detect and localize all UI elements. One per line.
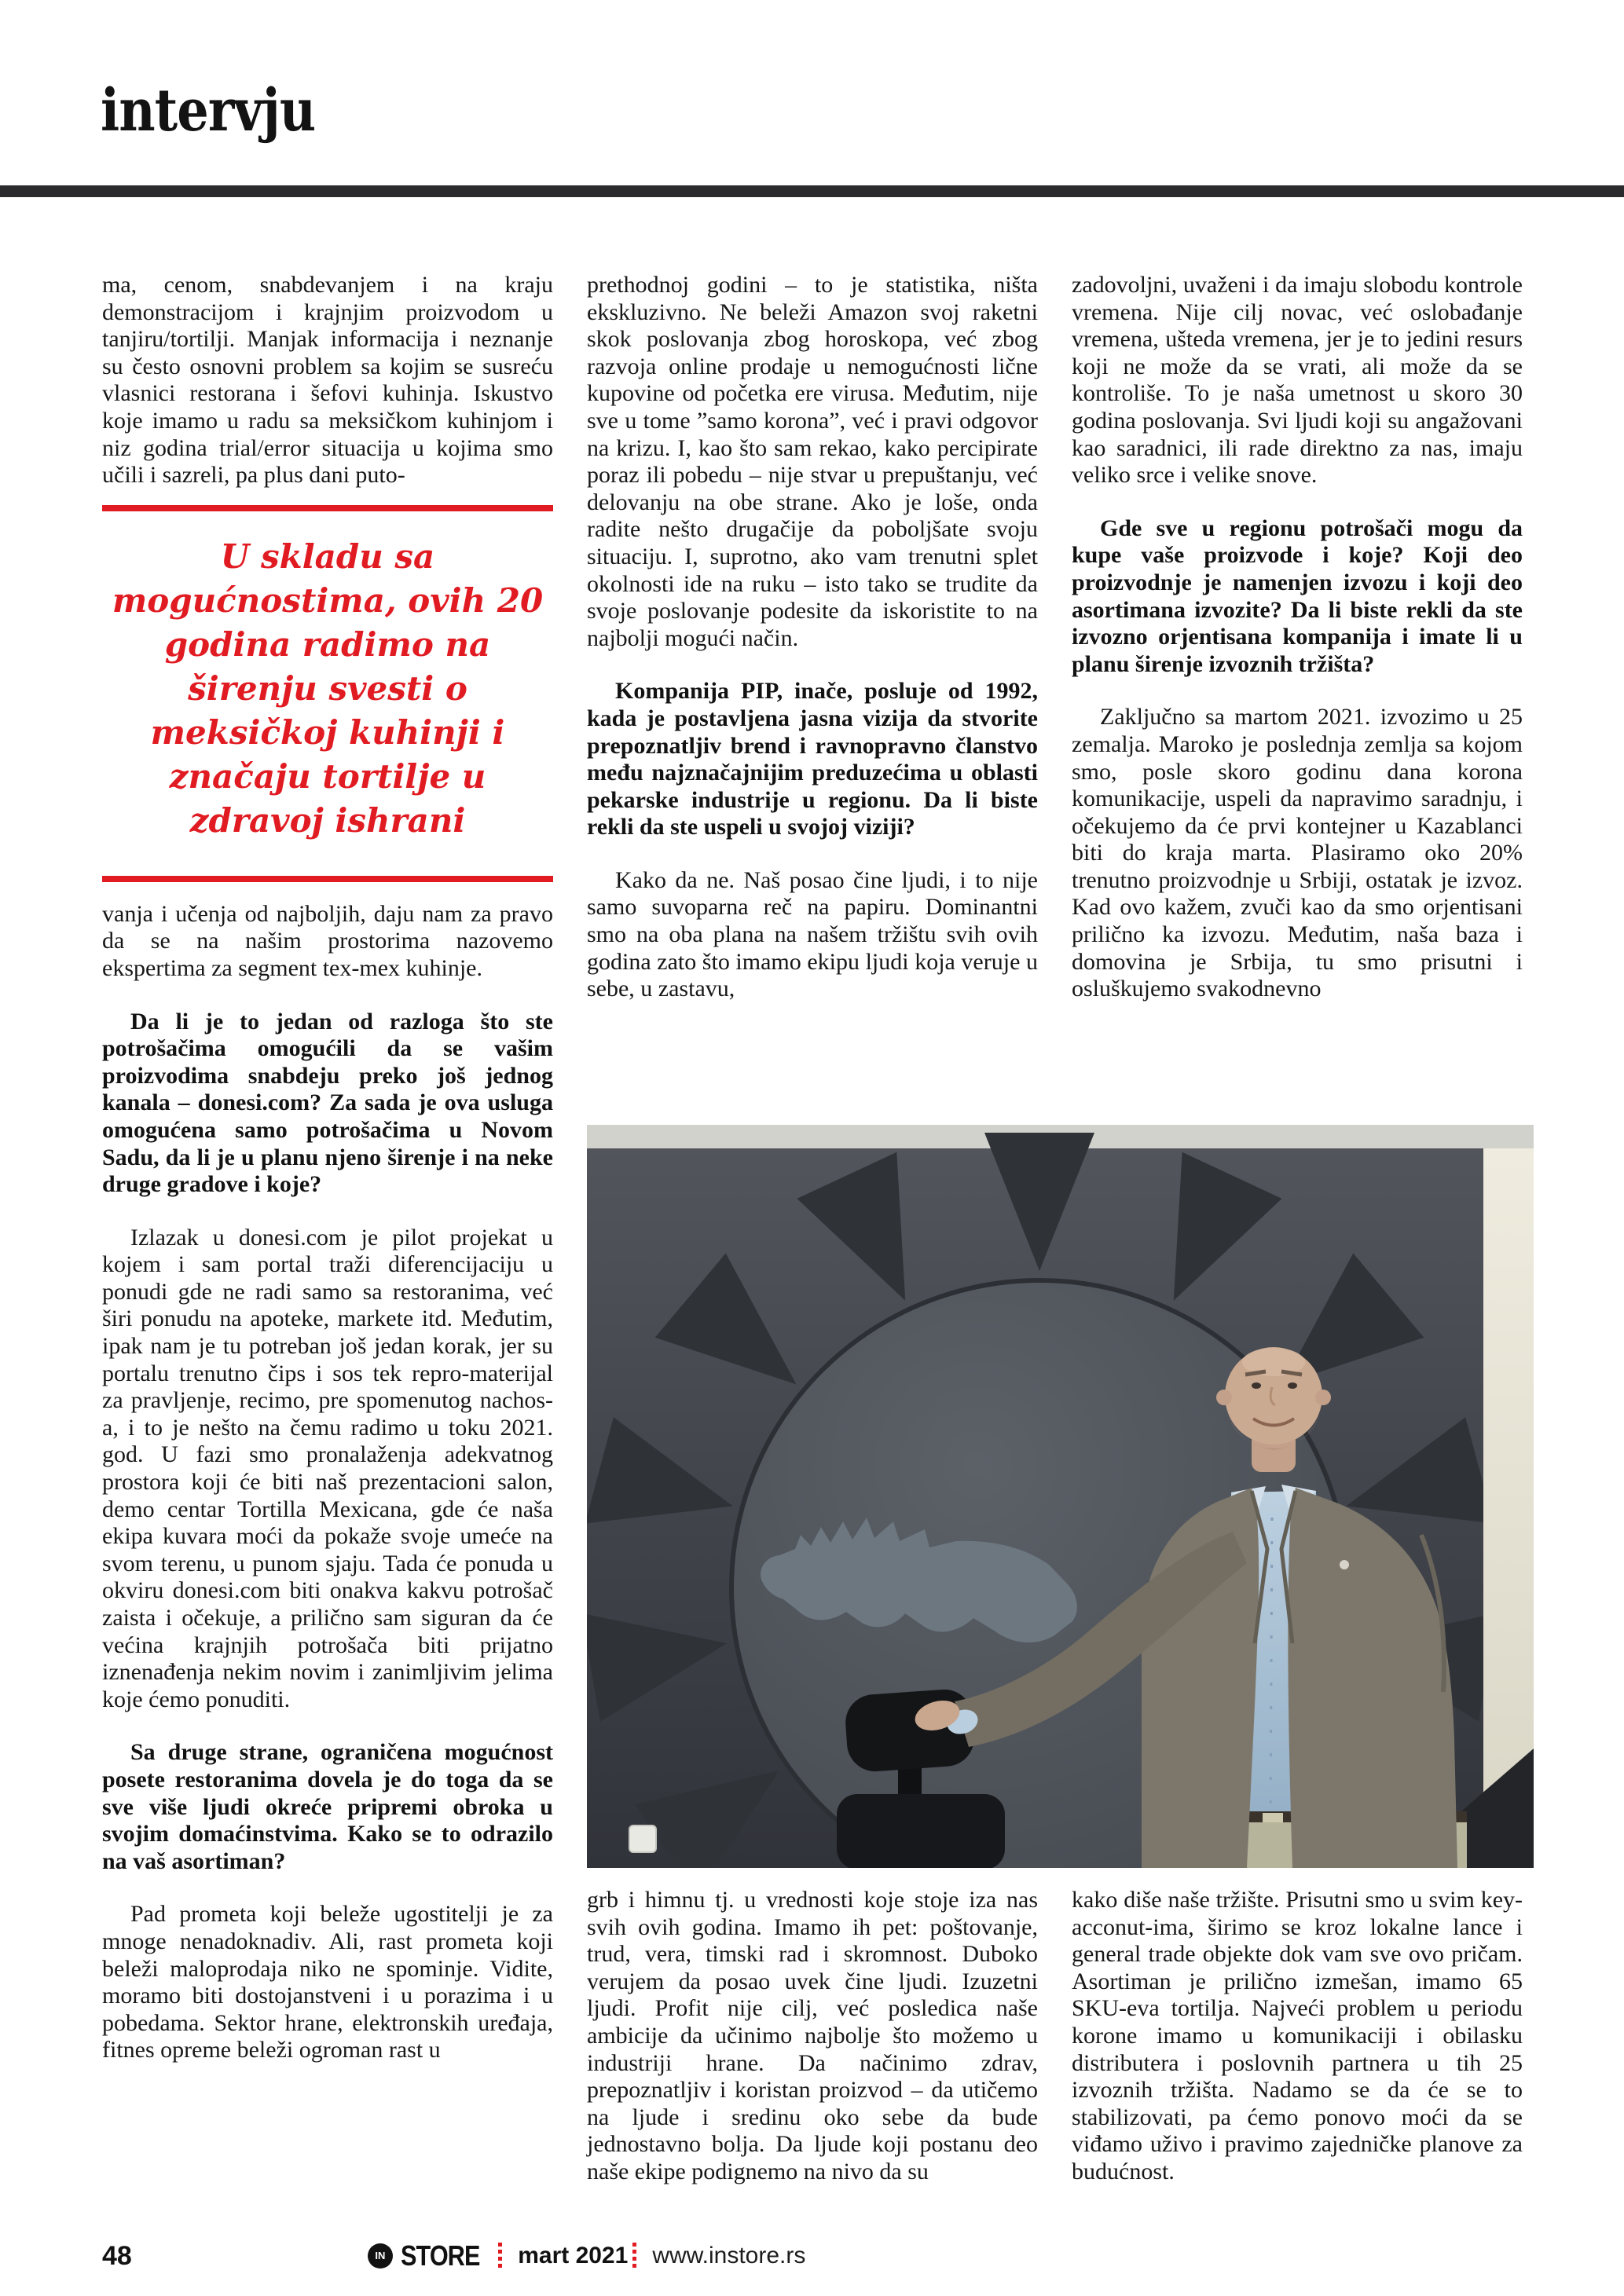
column-3-continued [1072,1887,1523,2186]
body-paragraph: Pad prometa koji beleže ugostitelji je za mnoge nenadoknadiv. Ali, rast prometa koji beleži maloprodaja niko ne spominje. Vidite, moramo biti dostojanstveni i u porazima i u pobedama. Sektor hrane, elektronskih uređaja, fitnes opreme beleži ogroman rast u [102,1901,553,2063]
page-footer [102,2239,1522,2273]
body-paragraph: Izlazak u donesi.com je pilot projekat u kojem i sam portal traži diferencijaciju u ponudi gde ne radi samo sa restoranima, već širi ponudu na apoteke, markete itd. Međutim, ipak nam je tu potreban još jedan korak, jer su portalu trenutno čips i sos tek repro-materijal za pravljenje, recimo, pre spomenutog nachos-a, i to je nešto na čemu radimo u toku 2021. god. U fazi smo pronalaženja adekvatnog prostora koji će biti naš prezentacioni salon, demo centar Tortilla Mexicana, gde će naša ekipa kuvara moći da pokaže svoje umeće na svom terenu, u punom sjaju. Tada će ponuda u okviru donesi.com biti onakva kakvu potrošač zaista i očekuje, a prilično sam siguran da će većina krajnjih potrošača biti prijatno iznenađenja nekim novim i zanimljivim jelima koje ćemo ponuditi. [102,1224,553,1712]
issue-date: mart 2021 [518,2243,629,2269]
dotted-divider-icon [632,2243,636,2269]
instore-logo-icon: IN [368,2243,393,2269]
store-logo-text: STORE [400,2239,480,2272]
dotted-divider-icon [498,2243,502,2269]
pull-quote-block [102,505,553,882]
question-paragraph: Da li je to jedan od razloga što ste potrošačima omogućili da se vašim proizvodima snabdeju preko još jednog kanala – donesi.com? Za sada je ova usluga omogućena samo potrošačima u Novom Sadu, da li je u planu njeno širenje i na neke druge gradove i koje? [102,1008,553,1198]
body-paragraph: grb i himnu tj. u vrednosti koje stoje iza nas svih ovih godina. Imamo ih pet: poštovanje, trud, vera, timski rad i skromnost. Duboko verujem da posao uvek čine ljudi. Izuzetni ljudi. Profit nije cilj, već posledica naše ambicije da učinimo najbolje što možemo u industriji hrane. Da načinimo zdrav, prepoznatljiv i koristan proizvod – da utičemo na ljude i sredinu oko sebe da bude jednostavno bolja. Da ljude koji postanu deo naše ekipe podignemo na nivo da su [587,1887,1038,2184]
body-paragraph: prethodnoj godini – to je statistika, ništa ekskluzivno. Ne beleži Amazon svoj raketni skok poslovanja zbog horoskopa, već zbog razvoja online prodaje u nemogućnosti lične kupovine od početka ere virusa. Međutim, nije sve u tome ”samo korona”, već i pravi odgovor na krizu. I, kao što sam rekao, kako percipirate poraz ili pobedu – nije stvar u prepuštanju, već delovanju na obe strane. Ako je loše, onda radite nešto drugačije da poboljšate svoju situaciju. I, suprotno, ako vam trenutni splet okolnosti ide na ruku – isto tako se trudite da svoje poslovanje podesite da iskoristite to na najbolji mogući način. [587,272,1038,651]
question-paragraph: Sa druge strane, ograničena mogućnost posete restoranima dovela je do toga da se sve više ljudi okreće pripremi obroka u svojim domaćinstvima. Kako se to odrazilo na vaš asortiman? [102,1739,553,1874]
interview-photo-illustration [587,1125,1534,1868]
website-url: www.instore.rs [652,2243,806,2269]
header-rule [0,185,1624,197]
body-paragraph: vanja i učenja od najboljih, daju nam za pravo da se na našim prostorima nazovemo ekspertima za segment tex-mex kuhinje. [102,900,553,981]
column-3 [1072,272,1523,1003]
body-paragraph: kako diše naše tržište. Prisutni smo u svim key-acconut-ima, širimo se kroz lokalne lance i general trade objekte dok vam sve ovo pričam. Asortiman je prilično izmešan, imamo 65 SKU-eva tortilja. Najveći problem u periodu korone imamo u komunikaciji i obilasku distributera i poslovnih partnera u tih 25 izvoznih tržišta. Nadamo se da će se to stabilizovati, pa ćemo ponovo moći da se viđamo uživo i pravimo zajedničke planove za budućnost. [1072,1887,1523,2184]
column-2 [587,272,1038,1003]
question-paragraph: Kompanija PIP, inače, posluje od 1992, kada je postavljena jasna vizija da stvorite prepoznatljiv brend i ravnopravno članstvo među najznačajnijim preduzećima u oblasti pekarske industrije u regionu. Da li biste rekli da ste uspeli u svojoj viziji? [587,678,1038,840]
pull-quote-text: U skladu sa mogućnostima, ovih 20 godina radimo na širenju svesti o meksičkoj kuhinji i značaju tortilje u zdravoj ishrani [112,536,544,840]
body-paragraph: Kako da ne. Naš posao čine ljudi, i to nije samo suvoparna reč na papiru. Dominantni smo na oba plana na našem tržištu svih ovih godina zato što imamo ekipu ljudi koja veruje u sebe, u zastavu, [587,866,1038,1002]
magazine-brand [368,2239,806,2272]
question-paragraph: Gde sve u regionu potrošači mogu da kupe vaše proizvode i koje? Koji deo proizvodnje je namenjen izvozu i koji deo asortimana izvozite? Da li biste rekli da ste izvozno orjentisana kompanija i imate li u planu širenje izvoznih tržišta? [1072,514,1523,677]
column-1 [102,272,553,2064]
wall-outlet [629,1825,656,1852]
body-paragraph: zadovoljni, uvaženi i da imaju slobodu kontrole vremena. Nije cilj novac, već oslobađanje vremena, ušteda vremena, jer je to jedini resurs koji ne može da se vrati, ali može da se kontroliše. To je naša umetnost u skoro 30 godina poslovanja. Svi ljudi koji su angažovani kao saradnici, ili rade direktno za nas, imaju veliko srce i velike snove. [1072,272,1523,489]
body-paragraph: ma, cenom, snabdevanjem i na kraju demonstracijom i krajnjim proizvodom u tanjiru/tortilji. Manjak informacija i neznanje su često osnovni problem sa kojim se susreću vlasnici restorana i šefovi kuhinja. Iskustvo koje imamo u radu sa meksičkom kuhinjom i niz godina trial/error situacija u kojima smo učili i sazreli, pa plus dani puto- [102,272,553,489]
interview-photo [587,1125,1534,1868]
body-paragraph: Zaključno sa martom 2021. izvozimo u 25 zemalja. Maroko je poslednja zemlja sa kojom smo, posle skoro godinu dana korona komunikacije, uspeli da napravimo saradnju, i očekujemo da će prvi kontejner u Kazablanci biti do kraja marta. Plasiramo oko 20% trenutno proizvodnje u Srbiji, ostatak je izvoz. Kad ovo kažem, zvuči kao da smo orjentisani prilično ka izvozu. Međutim, naša baza i domovina je Srbija, tu smo prisutni i osluškujemo svakodnevno [1072,704,1523,1002]
page-number: 48 [102,2240,132,2271]
page-title: intervju [101,77,316,145]
column-2-continued [587,1887,1038,2186]
